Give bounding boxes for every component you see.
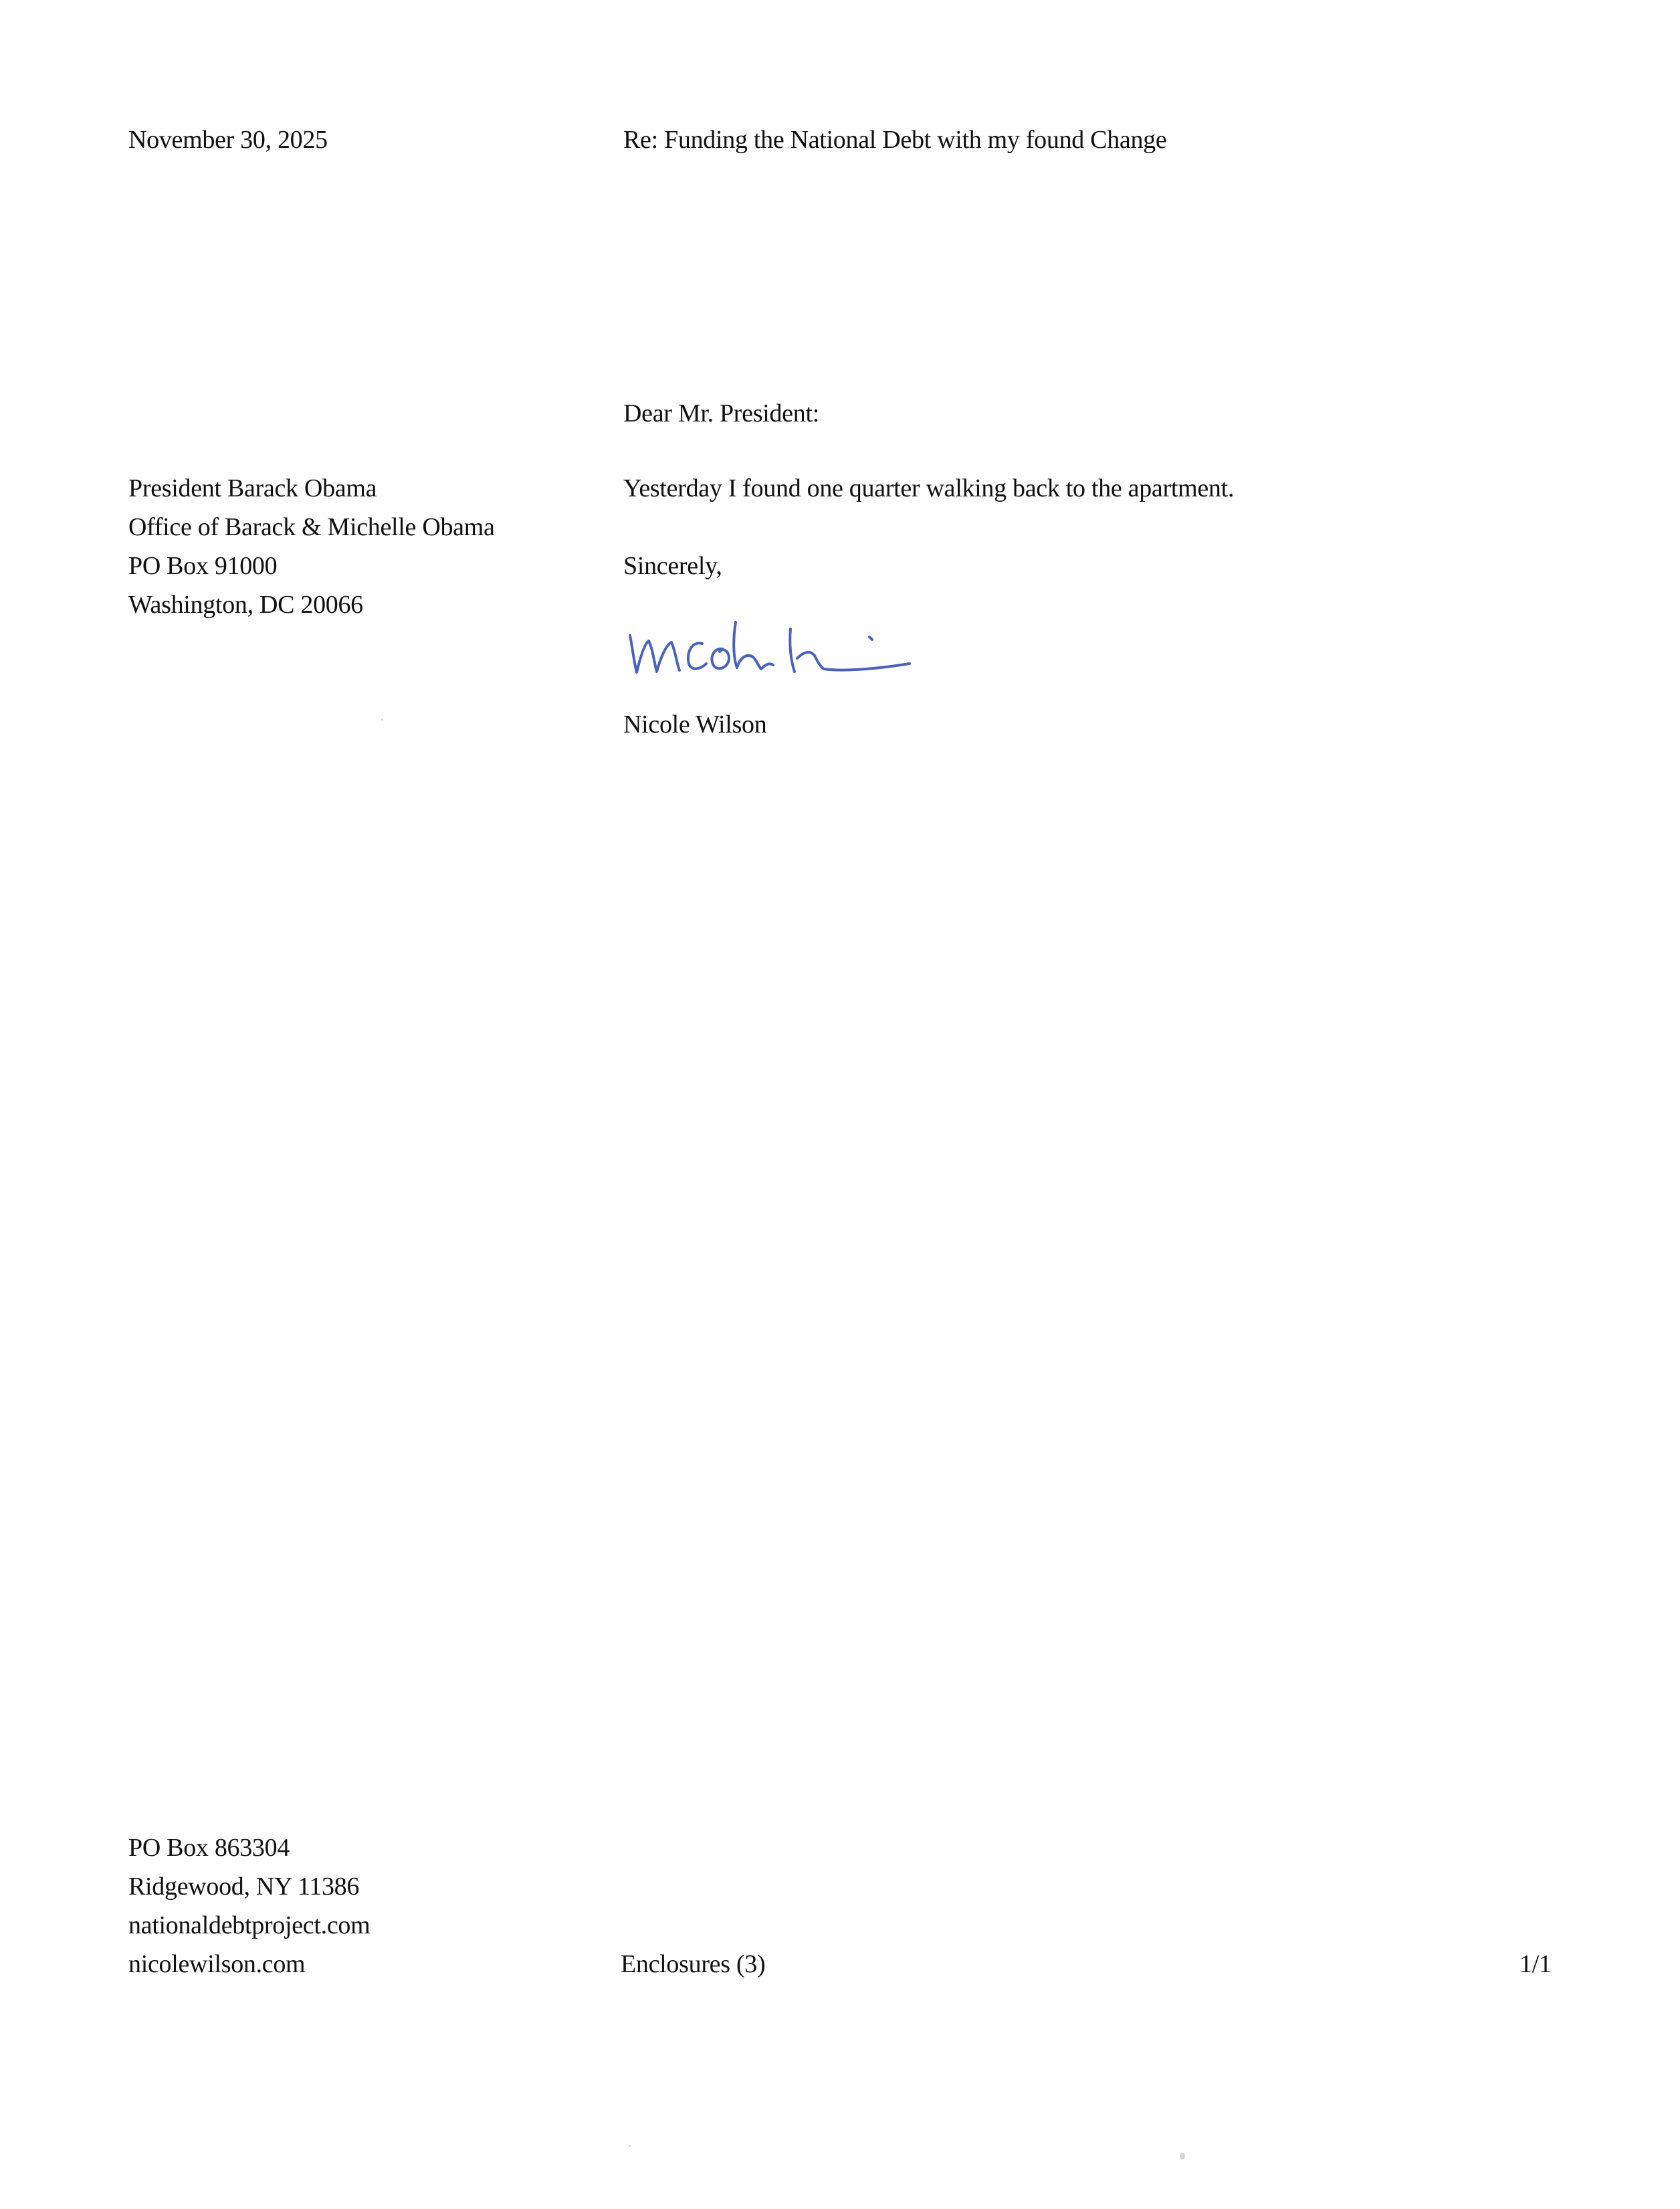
recipient-city: Washington, DC 20066 (128, 591, 363, 619)
scan-speck (1180, 2153, 1185, 2159)
letter-subject: Re: Funding the National Debt with my found Change (623, 126, 1167, 154)
scan-speck (629, 2145, 631, 2147)
salutation: Dear Mr. President: (623, 399, 819, 427)
sender-website-1: nationaldebtproject.com (128, 1911, 371, 1939)
recipient-address (128, 469, 495, 624)
sender-name: Nicole Wilson (623, 710, 767, 739)
sender-address (128, 1828, 370, 1984)
recipient-office: Office of Barack & Michelle Obama (128, 513, 495, 541)
recipient-name: President Barack Obama (128, 474, 377, 502)
letter-date: November 30, 2025 (128, 126, 328, 154)
sender-city: Ridgewood, NY 11386 (128, 1872, 360, 1901)
scan-speck (381, 718, 383, 721)
sender-website-2: nicolewilson.com (128, 1950, 306, 1978)
handwritten-signature-icon (622, 602, 930, 689)
letter-body: Yesterday I found one quarter walking back to the apartment. (623, 474, 1235, 502)
enclosures: Enclosures (3) (621, 1950, 766, 1978)
page-number: 1/1 (1519, 1950, 1552, 1978)
closing: Sincerely, (623, 552, 722, 580)
recipient-po-box: PO Box 91000 (128, 552, 278, 580)
sender-po-box: PO Box 863304 (128, 1834, 290, 1862)
